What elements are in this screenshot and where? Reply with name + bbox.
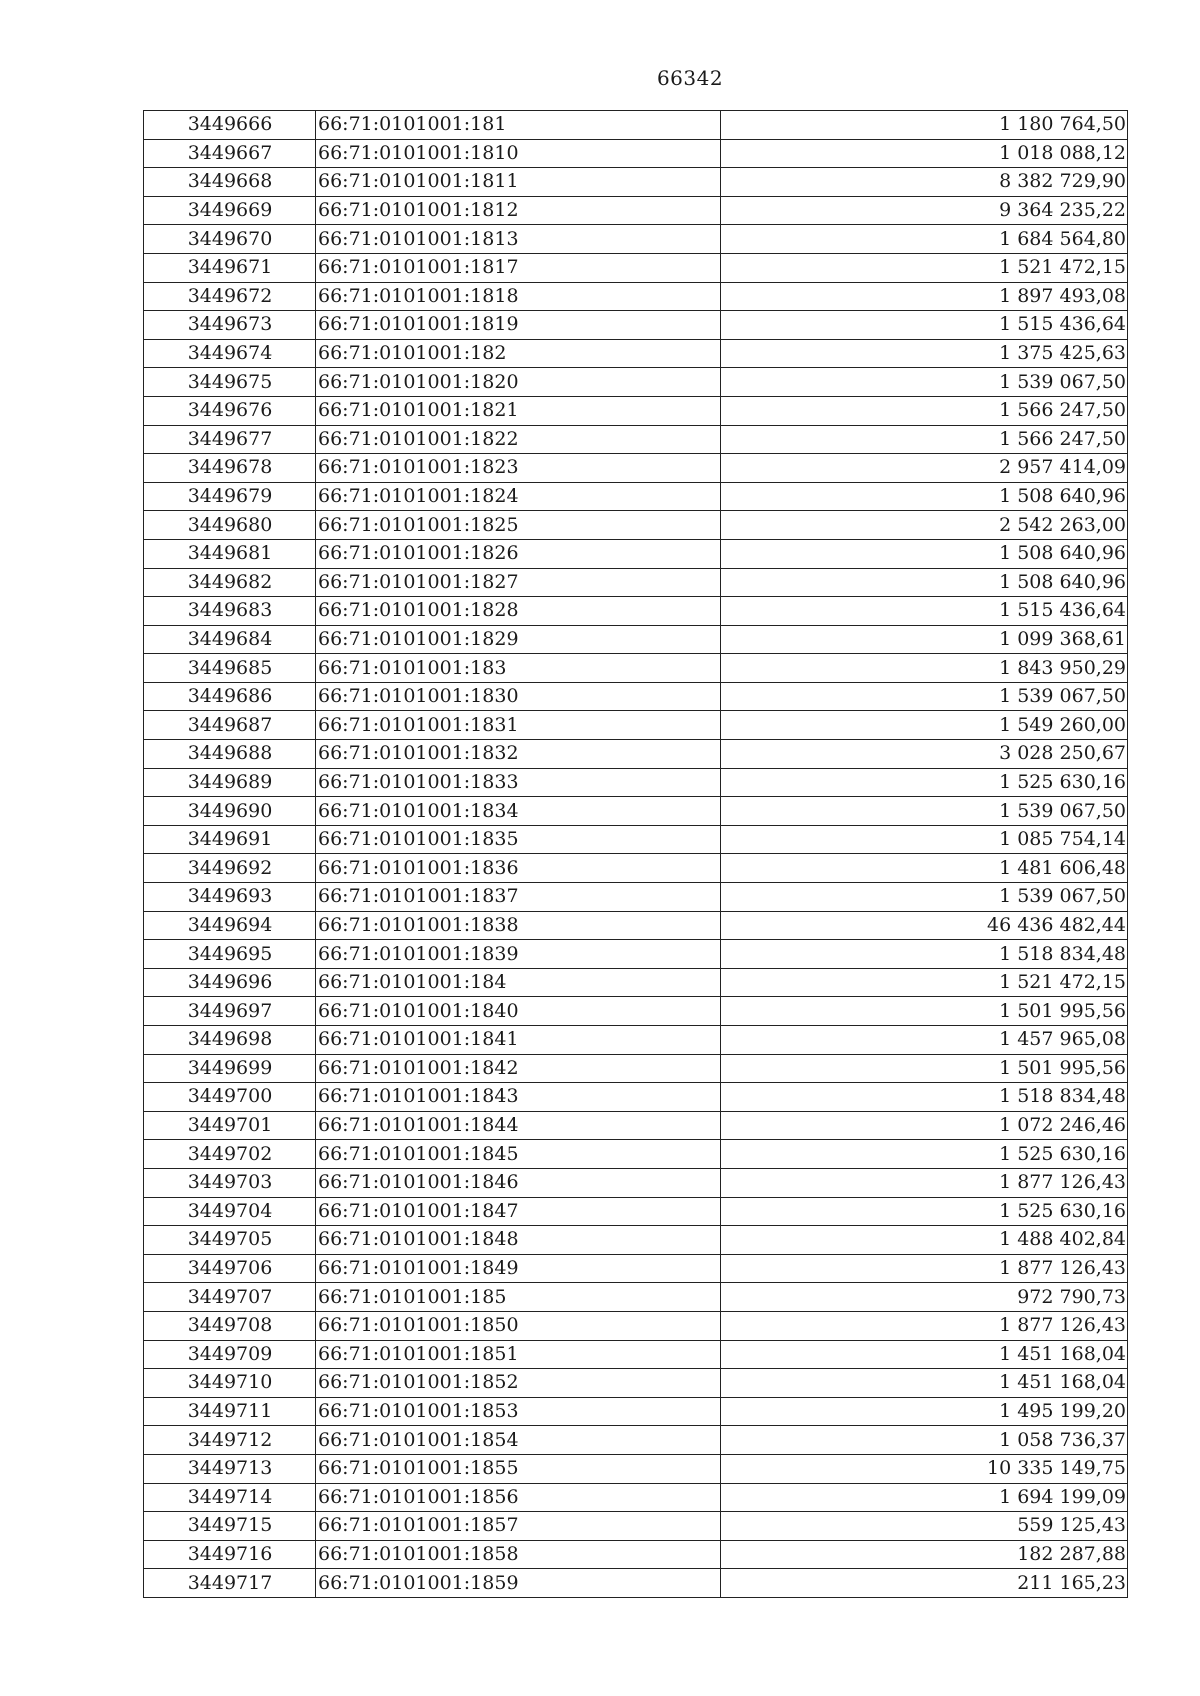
cadastral-number-cell: 66:71:0101001:1839 [316, 940, 721, 969]
cadastral-value-cell: 1 501 995,56 [721, 1054, 1128, 1083]
table-row [144, 768, 1128, 797]
cadastral-value-cell: 1 018 088,12 [721, 139, 1128, 168]
row-id-cell: 3449692 [144, 854, 316, 883]
cadastral-number-cell: 66:71:0101001:1832 [316, 740, 721, 769]
cadastral-number-cell: 66:71:0101001:1825 [316, 511, 721, 540]
row-id-cell: 3449681 [144, 539, 316, 568]
table-row [144, 1397, 1128, 1426]
cadastral-number-cell: 66:71:0101001:1843 [316, 1083, 721, 1112]
row-id-cell: 3449700 [144, 1083, 316, 1112]
row-id-cell: 3449675 [144, 368, 316, 397]
row-id-cell: 3449716 [144, 1540, 316, 1569]
cadastral-value-cell: 1 684 564,80 [721, 225, 1128, 254]
table-row [144, 740, 1128, 769]
cadastral-number-cell: 66:71:0101001:1851 [316, 1340, 721, 1369]
cadastral-value-cell: 2 542 263,00 [721, 511, 1128, 540]
table-row [144, 1140, 1128, 1169]
table-row [144, 568, 1128, 597]
cadastral-value-table [143, 110, 1128, 1598]
table-row [144, 968, 1128, 997]
table-row [144, 1369, 1128, 1398]
cadastral-value-cell: 8 382 729,90 [721, 168, 1128, 197]
cadastral-value-cell: 1 180 764,50 [721, 111, 1128, 140]
row-id-cell: 3449669 [144, 196, 316, 225]
row-id-cell: 3449711 [144, 1397, 316, 1426]
cadastral-value-cell: 1 518 834,48 [721, 1083, 1128, 1112]
cadastral-value-cell: 1 508 640,96 [721, 482, 1128, 511]
cadastral-number-cell: 66:71:0101001:1837 [316, 883, 721, 912]
cadastral-number-cell: 66:71:0101001:1824 [316, 482, 721, 511]
table-row [144, 454, 1128, 483]
cadastral-number-cell: 66:71:0101001:1855 [316, 1454, 721, 1483]
table-row [144, 1111, 1128, 1140]
table-row [144, 1283, 1128, 1312]
row-id-cell: 3449672 [144, 282, 316, 311]
cadastral-number-cell: 66:71:0101001:1813 [316, 225, 721, 254]
row-id-cell: 3449676 [144, 396, 316, 425]
row-id-cell: 3449670 [144, 225, 316, 254]
row-id-cell: 3449690 [144, 797, 316, 826]
cadastral-number-cell: 66:71:0101001:1838 [316, 911, 721, 940]
cadastral-number-cell: 66:71:0101001:1849 [316, 1254, 721, 1283]
table-row [144, 1226, 1128, 1255]
table-row [144, 797, 1128, 826]
cadastral-value-cell: 1 525 630,16 [721, 768, 1128, 797]
table-row [144, 1254, 1128, 1283]
cadastral-number-cell: 66:71:0101001:1818 [316, 282, 721, 311]
row-id-cell: 3449687 [144, 711, 316, 740]
cadastral-number-cell: 66:71:0101001:1826 [316, 539, 721, 568]
table-row [144, 1540, 1128, 1569]
row-id-cell: 3449679 [144, 482, 316, 511]
row-id-cell: 3449680 [144, 511, 316, 540]
cadastral-value-cell: 1 566 247,50 [721, 396, 1128, 425]
row-id-cell: 3449699 [144, 1054, 316, 1083]
cadastral-number-cell: 66:71:0101001:1840 [316, 997, 721, 1026]
cadastral-value-cell: 1 843 950,29 [721, 654, 1128, 683]
cadastral-number-cell: 66:71:0101001:1811 [316, 168, 721, 197]
cadastral-value-cell: 2 957 414,09 [721, 454, 1128, 483]
cadastral-number-cell: 66:71:0101001:1830 [316, 682, 721, 711]
table-row [144, 825, 1128, 854]
cadastral-value-cell: 1 495 199,20 [721, 1397, 1128, 1426]
row-id-cell: 3449713 [144, 1454, 316, 1483]
table-row [144, 425, 1128, 454]
cadastral-number-cell: 66:71:0101001:1836 [316, 854, 721, 883]
cadastral-number-cell: 66:71:0101001:1856 [316, 1483, 721, 1512]
row-id-cell: 3449695 [144, 940, 316, 969]
cadastral-value-cell: 1 539 067,50 [721, 797, 1128, 826]
table-row [144, 1168, 1128, 1197]
row-id-cell: 3449666 [144, 111, 316, 140]
cadastral-value-cell: 10 335 149,75 [721, 1454, 1128, 1483]
cadastral-number-cell: 66:71:0101001:1829 [316, 625, 721, 654]
table-row [144, 625, 1128, 654]
cadastral-value-cell: 1 877 126,43 [721, 1168, 1128, 1197]
cadastral-number-cell: 66:71:0101001:1822 [316, 425, 721, 454]
table-row [144, 1483, 1128, 1512]
cadastral-number-cell: 66:71:0101001:185 [316, 1283, 721, 1312]
cadastral-number-cell: 66:71:0101001:1819 [316, 311, 721, 340]
table-row [144, 883, 1128, 912]
table-row [144, 682, 1128, 711]
cadastral-value-cell: 211 165,23 [721, 1569, 1128, 1598]
table-row [144, 1026, 1128, 1055]
cadastral-number-cell: 66:71:0101001:1850 [316, 1311, 721, 1340]
row-id-cell: 3449697 [144, 997, 316, 1026]
cadastral-value-cell: 1 457 965,08 [721, 1026, 1128, 1055]
page-number: 66342 [656, 66, 724, 90]
row-id-cell: 3449677 [144, 425, 316, 454]
row-id-cell: 3449671 [144, 253, 316, 282]
table-row [144, 654, 1128, 683]
table-row [144, 1426, 1128, 1455]
cadastral-value-cell: 1 515 436,64 [721, 311, 1128, 340]
table-row [144, 597, 1128, 626]
row-id-cell: 3449678 [144, 454, 316, 483]
cadastral-value-cell: 1 085 754,14 [721, 825, 1128, 854]
row-id-cell: 3449667 [144, 139, 316, 168]
table-row [144, 1512, 1128, 1541]
cadastral-value-cell: 9 364 235,22 [721, 196, 1128, 225]
cadastral-number-cell: 66:71:0101001:182 [316, 339, 721, 368]
cadastral-number-cell: 66:71:0101001:183 [316, 654, 721, 683]
cadastral-number-cell: 66:71:0101001:184 [316, 968, 721, 997]
row-id-cell: 3449702 [144, 1140, 316, 1169]
table-row [144, 711, 1128, 740]
cadastral-number-cell: 66:71:0101001:1817 [316, 253, 721, 282]
cadastral-number-cell: 66:71:0101001:1842 [316, 1054, 721, 1083]
row-id-cell: 3449691 [144, 825, 316, 854]
cadastral-number-cell: 66:71:0101001:1835 [316, 825, 721, 854]
table-row [144, 940, 1128, 969]
table-row [144, 854, 1128, 883]
table-row [144, 111, 1128, 140]
cadastral-value-cell: 1 521 472,15 [721, 968, 1128, 997]
cadastral-value-cell: 1 539 067,50 [721, 368, 1128, 397]
table-row [144, 1197, 1128, 1226]
table-row [144, 1311, 1128, 1340]
table-row [144, 196, 1128, 225]
cadastral-value-cell: 1 099 368,61 [721, 625, 1128, 654]
cadastral-value-cell: 1 525 630,16 [721, 1140, 1128, 1169]
cadastral-value-cell: 972 790,73 [721, 1283, 1128, 1312]
cadastral-value-cell: 1 549 260,00 [721, 711, 1128, 740]
cadastral-value-cell: 1 518 834,48 [721, 940, 1128, 969]
cadastral-value-cell: 1 375 425,63 [721, 339, 1128, 368]
table-row [144, 482, 1128, 511]
table-row [144, 396, 1128, 425]
cadastral-number-cell: 66:71:0101001:1834 [316, 797, 721, 826]
cadastral-value-cell: 1 508 640,96 [721, 568, 1128, 597]
row-id-cell: 3449708 [144, 1311, 316, 1340]
cadastral-number-cell: 66:71:0101001:1854 [316, 1426, 721, 1455]
cadastral-value-cell: 1 072 246,46 [721, 1111, 1128, 1140]
cadastral-number-cell: 66:71:0101001:1852 [316, 1369, 721, 1398]
table-body [144, 111, 1128, 1598]
cadastral-number-cell: 66:71:0101001:1845 [316, 1140, 721, 1169]
row-id-cell: 3449714 [144, 1483, 316, 1512]
row-id-cell: 3449717 [144, 1569, 316, 1598]
row-id-cell: 3449674 [144, 339, 316, 368]
cadastral-value-cell: 1 877 126,43 [721, 1254, 1128, 1283]
cadastral-value-cell: 1 488 402,84 [721, 1226, 1128, 1255]
row-id-cell: 3449685 [144, 654, 316, 683]
cadastral-number-cell: 66:71:0101001:1853 [316, 1397, 721, 1426]
cadastral-value-cell: 1 694 199,09 [721, 1483, 1128, 1512]
cadastral-value-cell: 1 897 493,08 [721, 282, 1128, 311]
cadastral-value-cell: 182 287,88 [721, 1540, 1128, 1569]
table-row [144, 225, 1128, 254]
table-row [144, 368, 1128, 397]
row-id-cell: 3449693 [144, 883, 316, 912]
table-row [144, 1083, 1128, 1112]
cadastral-value-cell: 1 451 168,04 [721, 1340, 1128, 1369]
table-row [144, 539, 1128, 568]
row-id-cell: 3449688 [144, 740, 316, 769]
cadastral-value-cell: 1 525 630,16 [721, 1197, 1128, 1226]
cadastral-value-cell: 559 125,43 [721, 1512, 1128, 1541]
cadastral-value-cell: 1 877 126,43 [721, 1311, 1128, 1340]
cadastral-value-cell: 46 436 482,44 [721, 911, 1128, 940]
row-id-cell: 3449712 [144, 1426, 316, 1455]
row-id-cell: 3449710 [144, 1369, 316, 1398]
row-id-cell: 3449683 [144, 597, 316, 626]
table-row [144, 511, 1128, 540]
cadastral-number-cell: 66:71:0101001:1827 [316, 568, 721, 597]
row-id-cell: 3449673 [144, 311, 316, 340]
cadastral-number-cell: 66:71:0101001:1831 [316, 711, 721, 740]
table-row [144, 1454, 1128, 1483]
cadastral-value-cell: 1 515 436,64 [721, 597, 1128, 626]
cadastral-number-cell: 66:71:0101001:1841 [316, 1026, 721, 1055]
cadastral-value-cell: 3 028 250,67 [721, 740, 1128, 769]
table-row [144, 282, 1128, 311]
row-id-cell: 3449706 [144, 1254, 316, 1283]
row-id-cell: 3449682 [144, 568, 316, 597]
cadastral-number-cell: 66:71:0101001:181 [316, 111, 721, 140]
table-row [144, 168, 1128, 197]
row-id-cell: 3449701 [144, 1111, 316, 1140]
table-row [144, 1340, 1128, 1369]
cadastral-value-cell: 1 058 736,37 [721, 1426, 1128, 1455]
table-row [144, 997, 1128, 1026]
row-id-cell: 3449684 [144, 625, 316, 654]
cadastral-value-cell: 1 521 472,15 [721, 253, 1128, 282]
table-row [144, 911, 1128, 940]
cadastral-number-cell: 66:71:0101001:1820 [316, 368, 721, 397]
row-id-cell: 3449694 [144, 911, 316, 940]
cadastral-number-cell: 66:71:0101001:1828 [316, 597, 721, 626]
table-row [144, 311, 1128, 340]
row-id-cell: 3449703 [144, 1168, 316, 1197]
table-row [144, 253, 1128, 282]
row-id-cell: 3449696 [144, 968, 316, 997]
cadastral-number-cell: 66:71:0101001:1846 [316, 1168, 721, 1197]
row-id-cell: 3449704 [144, 1197, 316, 1226]
row-id-cell: 3449698 [144, 1026, 316, 1055]
cadastral-number-cell: 66:71:0101001:1857 [316, 1512, 721, 1541]
row-id-cell: 3449705 [144, 1226, 316, 1255]
table-row [144, 139, 1128, 168]
table-row [144, 1054, 1128, 1083]
cadastral-number-cell: 66:71:0101001:1823 [316, 454, 721, 483]
row-id-cell: 3449668 [144, 168, 316, 197]
cadastral-number-cell: 66:71:0101001:1844 [316, 1111, 721, 1140]
cadastral-value-cell: 1 539 067,50 [721, 682, 1128, 711]
row-id-cell: 3449707 [144, 1283, 316, 1312]
cadastral-number-cell: 66:71:0101001:1821 [316, 396, 721, 425]
cadastral-number-cell: 66:71:0101001:1858 [316, 1540, 721, 1569]
cadastral-number-cell: 66:71:0101001:1847 [316, 1197, 721, 1226]
row-id-cell: 3449709 [144, 1340, 316, 1369]
table-row [144, 1569, 1128, 1598]
cadastral-number-cell: 66:71:0101001:1812 [316, 196, 721, 225]
cadastral-value-cell: 1 481 606,48 [721, 854, 1128, 883]
row-id-cell: 3449715 [144, 1512, 316, 1541]
cadastral-value-cell: 1 501 995,56 [721, 997, 1128, 1026]
table-row [144, 339, 1128, 368]
cadastral-value-cell: 1 451 168,04 [721, 1369, 1128, 1398]
cadastral-number-cell: 66:71:0101001:1848 [316, 1226, 721, 1255]
cadastral-number-cell: 66:71:0101001:1833 [316, 768, 721, 797]
cadastral-value-cell: 1 539 067,50 [721, 883, 1128, 912]
cadastral-value-cell: 1 566 247,50 [721, 425, 1128, 454]
cadastral-number-cell: 66:71:0101001:1859 [316, 1569, 721, 1598]
row-id-cell: 3449689 [144, 768, 316, 797]
cadastral-number-cell: 66:71:0101001:1810 [316, 139, 721, 168]
row-id-cell: 3449686 [144, 682, 316, 711]
cadastral-value-cell: 1 508 640,96 [721, 539, 1128, 568]
